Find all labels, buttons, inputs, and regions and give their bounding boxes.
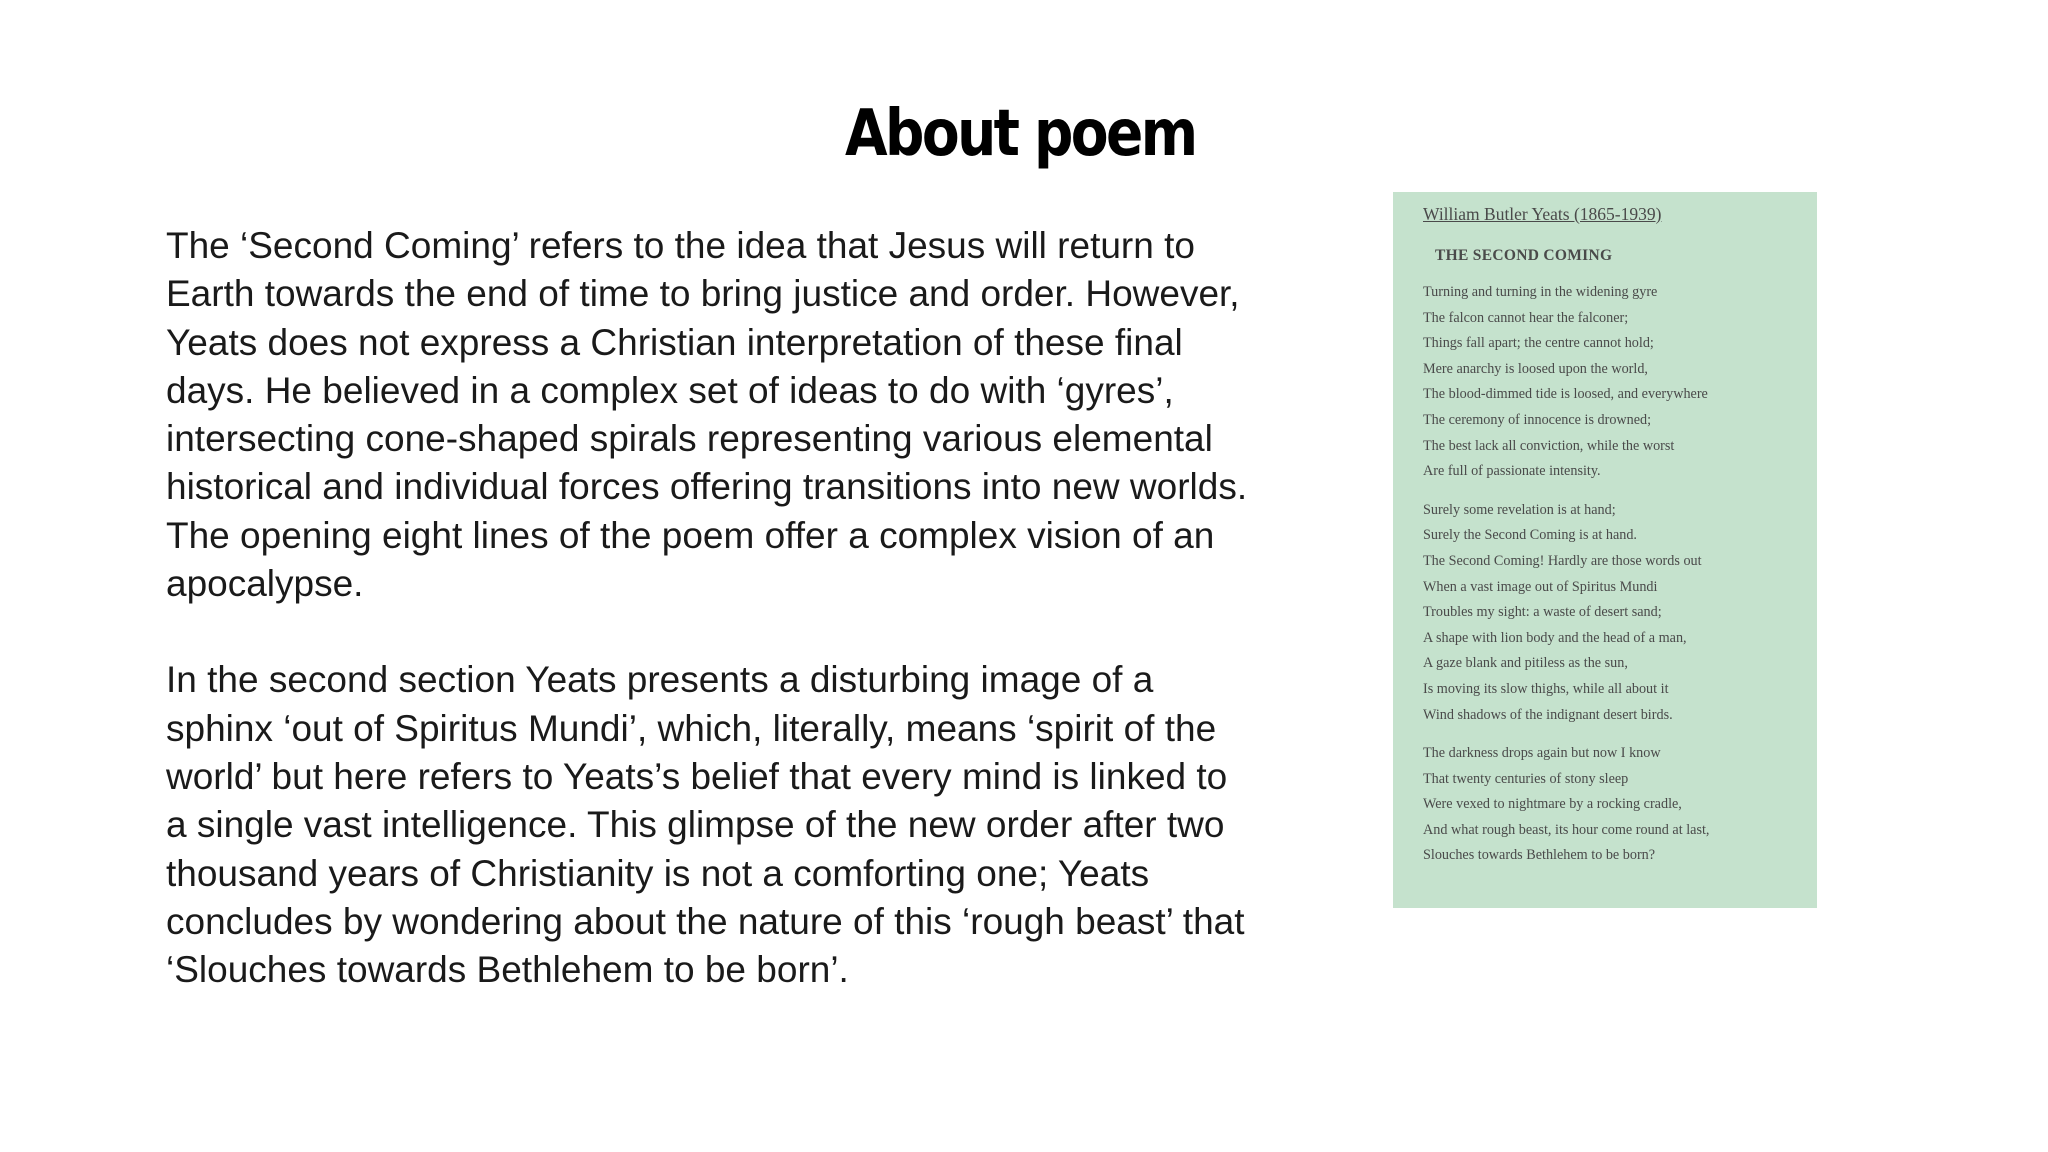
text-line: historical and individual forces offering transitions into new worlds. — [166, 466, 1248, 508]
poem-line: Mere anarchy is loosed upon the world, — [1423, 360, 1648, 377]
poem-line: Surely the Second Coming is at hand. — [1423, 527, 1637, 544]
paragraph-second-section — [166, 656, 1366, 994]
poem-line: Slouches towards Bethlehem to be born? — [1423, 847, 1656, 864]
text-line: ‘Slouches towards Bethlehem to be born’. — [166, 949, 849, 991]
poem-title: THE SECOND COMING — [1435, 247, 1613, 264]
poem-stanza-3 — [1423, 741, 1817, 869]
poem-stanza-2 — [1423, 498, 1817, 728]
text-line: concludes by wondering about the nature of this ‘rough beast’ that — [166, 900, 1245, 942]
text-line: sphinx ‘out of Spiritus Mundi’, which, literally, means ‘spirit of the — [166, 707, 1217, 749]
poem-line: Turning and turning in the widening gyre — [1423, 284, 1658, 300]
poem-line: The best lack all conviction, while the worst — [1423, 437, 1675, 454]
text-line: In the second section Yeats presents a disturbing image of a — [166, 659, 1154, 701]
poem-line: That twenty centuries of stony sleep — [1423, 770, 1629, 787]
text-line: Yeats does not express a Christian interpretation of these final — [166, 321, 1183, 363]
poem-line: Wind shadows of the indignant desert birds. — [1423, 706, 1673, 723]
poem-line: The darkness drops again but now I know — [1423, 745, 1661, 762]
body-text — [166, 222, 1366, 994]
slide-title: About poem — [845, 97, 1196, 171]
text-line: intersecting cone-shaped spirals representing various elemental — [166, 418, 1213, 460]
poem-line: Is moving its slow thighs, while all about it — [1423, 680, 1669, 697]
text-line: thousand years of Christianity is not a comforting one; Yeats — [166, 852, 1150, 894]
poem-line: A gaze blank and pitiless as the sun, — [1423, 655, 1628, 672]
poem-line: A shape with lion body and the head of a man, — [1423, 629, 1687, 646]
poem-line: And what rough beast, its hour come round at last, — [1423, 821, 1710, 838]
poem-line: The blood-dimmed tide is loosed, and everywhere — [1423, 386, 1708, 403]
text-line: The ‘Second Coming’ refers to the idea that Jesus will return to — [166, 225, 1195, 266]
text-line: days. He believed in a complex set of ideas to do with ‘gyres’, — [166, 369, 1174, 411]
poem-line: Are full of passionate intensity. — [1423, 463, 1601, 480]
poem-image — [1393, 192, 1817, 908]
text-line: apocalypse. — [166, 563, 364, 605]
paragraph-intro — [166, 222, 1366, 608]
poem-line: Troubles my sight: a waste of desert sand; — [1423, 604, 1662, 621]
poem-line: When a vast image out of Spiritus Mundi — [1423, 578, 1658, 595]
poem-stanza-1 — [1423, 280, 1817, 485]
poem-line: The falcon cannot hear the falconer; — [1423, 309, 1629, 326]
poem-line: Were vexed to nightmare by a rocking cradle, — [1423, 796, 1682, 813]
text-line: world’ but here refers to Yeats’s belief that every mind is linked to — [166, 755, 1228, 797]
poem-author: William Butler Yeats (1865-1939) — [1423, 204, 1662, 224]
poem-line: The Second Coming! Hardly are those words out — [1423, 552, 1702, 569]
text-line: a single vast intelligence. This glimpse of the new order after two — [166, 804, 1225, 846]
poem-line: The ceremony of innocence is drowned; — [1423, 411, 1652, 428]
poem-line: Things fall apart; the centre cannot hold; — [1423, 335, 1654, 352]
text-line: The opening eight lines of the poem offer a complex vision of an — [166, 514, 1215, 556]
poem-line: Surely some revelation is at hand; — [1423, 501, 1616, 518]
text-line: Earth towards the end of time to bring justice and order. However, — [166, 273, 1240, 315]
